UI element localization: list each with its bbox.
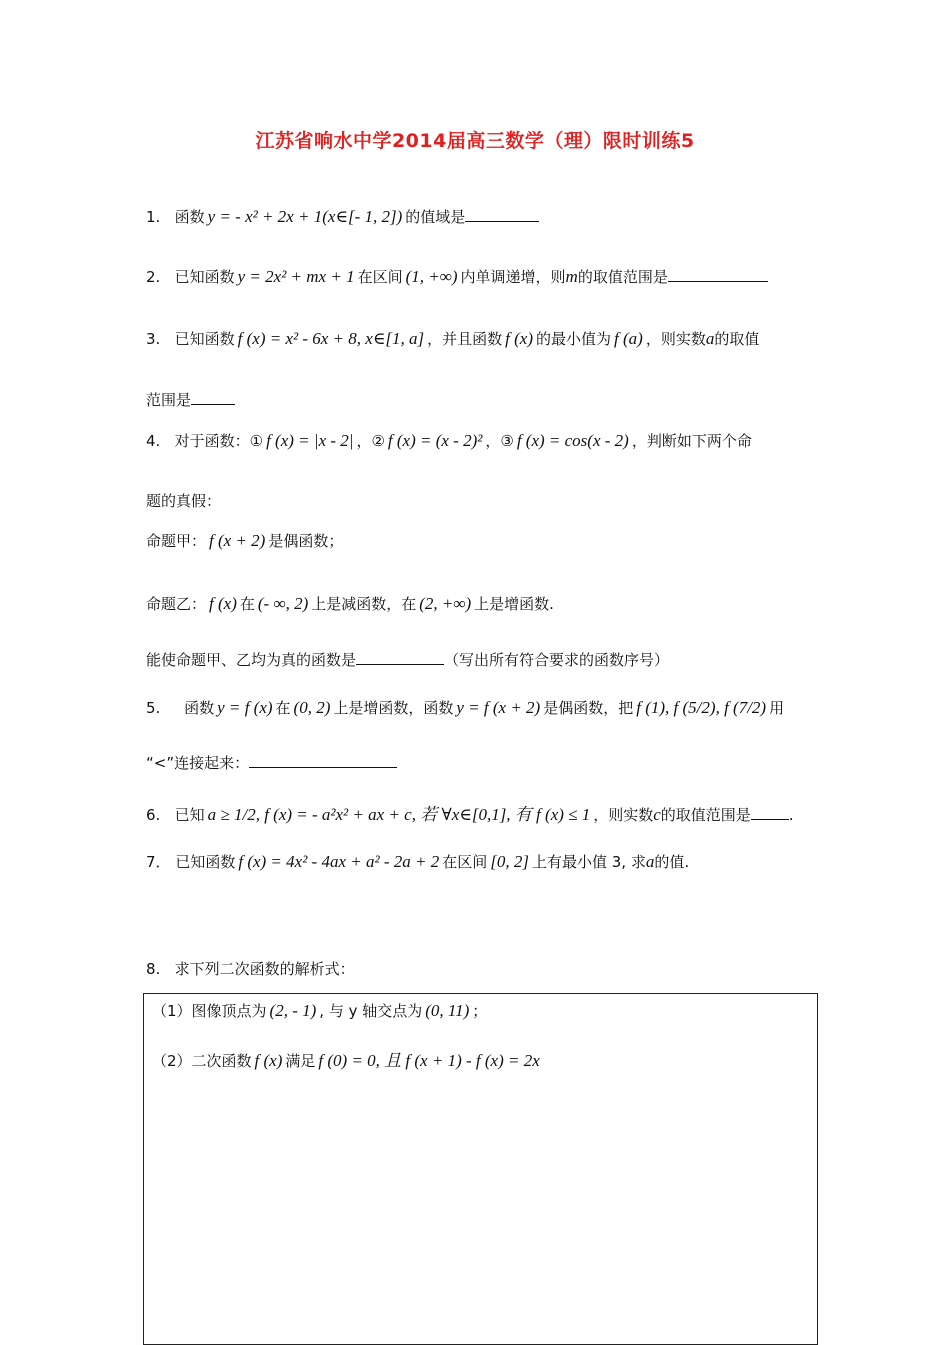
q2-text: 已知函数 (174, 268, 235, 286)
q6-text: 已知 (174, 806, 205, 824)
q8-p2-text: 满足 (285, 1052, 316, 1070)
q5-text-mid2: 上是增函数，函数 (333, 699, 454, 717)
yi-interval-1: (- ∞, 2) (257, 594, 309, 613)
proposition-jia (146, 530, 343, 551)
q2-text-post: 内单调递增，则 (460, 268, 566, 286)
jia-text: 是偶函数； (268, 532, 344, 550)
yi-text-mid: 上是减函数，在 (311, 595, 417, 613)
q3-formula: f (x) = x² - 6x + 8, x∈[1, a] (237, 329, 425, 348)
yi-fx: f (x) (209, 594, 237, 613)
q1-answer-blank[interactable] (465, 205, 539, 222)
question-3-line-2 (146, 388, 235, 410)
q7-formula: f (x) = 4x² - 4ax + a² - 2a + 2 (238, 852, 440, 871)
q3-fa: f (a) (614, 329, 643, 348)
q4-text-post: ，判断如下两个命 (631, 432, 752, 450)
q4-sep-3: ，③ (485, 432, 514, 450)
q7-text: 已知函数 (175, 853, 236, 871)
q3-text-post: ，则实数 (645, 330, 706, 348)
q8-part-1 (152, 1000, 487, 1021)
q3-number: 3. (146, 330, 161, 348)
q5-number: 5. (146, 699, 161, 717)
q7-interval: [0, 2] (490, 852, 529, 871)
q8-part-2 (152, 1046, 543, 1071)
q2-text-post2: 的取值范围是 (577, 268, 668, 286)
q6-number: 6. (146, 806, 161, 824)
q4-func-3: f (x) = cos(x - 2) (516, 431, 629, 450)
q4-answer-blank[interactable] (356, 648, 444, 665)
q3-fx: f (x) (505, 329, 533, 348)
q1-number: 1. (146, 208, 161, 226)
question-6: 6. 已知 a ≥ 1/2, f (x) = - a²x² + ax + c, 若 ∀x∈[0,1], 有 f (x) ≤ 1 ，则实数c的取值范围是 . (146, 805, 794, 824)
q3-answer-blank[interactable] (191, 388, 235, 405)
q8-p1-text: , 与 y 轴交点为 (319, 1002, 423, 1020)
q2-answer-blank[interactable] (668, 265, 768, 282)
q5-text-post: 用 (769, 699, 785, 717)
q5-func: y = f (x) (217, 698, 273, 717)
q8-p2-condition: f (0) = 0, 且 f (x + 1) - f (x) = 2x (318, 1051, 540, 1070)
q1-formula: y = - x² + 2x + 1(x∈[- 1, 2]) (207, 207, 403, 226)
q7-text-post: 上有最小值 3, 求 (531, 853, 646, 871)
q7-text-mid: 在区间 (442, 853, 488, 871)
q1-text: 函数 (174, 208, 205, 226)
q3-text-post2: 的取值 (714, 330, 760, 348)
question-4-ask (146, 648, 669, 670)
q5-interval: (0, 2) (293, 698, 331, 717)
q8-p2-label: （2）二次函数 (152, 1052, 252, 1070)
q8-text: 求下列二次函数的解析式： (174, 960, 355, 978)
question-8 (146, 958, 355, 979)
q6-answer-blank[interactable] (751, 803, 789, 820)
q2-var-m: m (565, 267, 578, 286)
q5-answer-blank[interactable] (249, 751, 397, 768)
q6-text-post: ，则实数 (593, 806, 654, 824)
q5-text: 函数 (184, 699, 215, 717)
q5-values: f (1), f (5/2), f (7/2) (636, 698, 767, 717)
q3-text: 已知函数 (174, 330, 235, 348)
q5-text-mid: 在 (275, 699, 291, 717)
q5-text-mid3: 是偶函数，把 (543, 699, 634, 717)
q8-p1-label: （1）图像顶点为 (152, 1002, 267, 1020)
yi-text-post: 上是增函数. (474, 595, 554, 613)
q6-var-c: c (653, 805, 661, 824)
yi-interval-2: (2, +∞) (419, 594, 472, 613)
q2-interval: (1, +∞) (405, 267, 458, 286)
jia-formula: f (x + 2) (209, 531, 266, 550)
question-3 (146, 328, 759, 349)
q8-p2-fx: f (x) (254, 1051, 283, 1070)
q3-text-line2: 范围是 (146, 391, 192, 409)
q8-p1-intercept: (0, 11) (425, 1001, 470, 1020)
page-title: 江苏省响水中学2014届高三数学（理）限时训练5 (255, 130, 695, 152)
q3-var-a: a (705, 329, 715, 348)
q3-text-mid: ，并且函数 (427, 330, 503, 348)
q7-var-a: a (645, 852, 655, 871)
q4-ask-text: 能使命题甲、乙均为真的函数是 (146, 651, 357, 669)
question-1 (146, 205, 539, 227)
question-4-line-2 (146, 490, 221, 511)
yi-label: 命题乙： (146, 595, 207, 613)
question-4 (146, 430, 752, 451)
q3-text-mid2: 的最小值为 (536, 330, 612, 348)
q4-number: 4. (146, 432, 161, 450)
q4-sep-2: ，② (356, 432, 385, 450)
q4-func-1: f (x) = |x - 2| (266, 431, 354, 450)
q4-ask-note: （写出所有符合要求的函数序号） (444, 651, 670, 669)
question-2 (146, 265, 768, 287)
q2-formula: y = 2x² + mx + 1 (237, 267, 355, 286)
question-5 (146, 697, 784, 718)
question-5-line-2 (146, 751, 397, 773)
q7-number: 7． (146, 853, 171, 871)
q8-p1-vertex: (2, - 1) (269, 1001, 317, 1020)
question-7 (146, 851, 689, 872)
q4-text-line2: 题的真假： (146, 492, 222, 510)
q1-text-post: 的值域是 (405, 208, 466, 226)
q7-text-post2: 的值. (654, 853, 690, 871)
q8-p1-post: ； (472, 1002, 488, 1020)
q4-text: 对于函数：① (174, 432, 264, 450)
proposition-yi (146, 593, 554, 614)
q2-text-mid: 在区间 (357, 268, 403, 286)
jia-label: 命题甲： (146, 532, 207, 550)
q6-text-post2: 的取值范围是 (660, 806, 751, 824)
q8-number: 8. (146, 960, 161, 978)
q6-formula: a ≥ 1/2, f (x) = - a²x² + ax + c, 若 ∀x∈[0,1], 有 f (x) ≤ 1 (207, 805, 591, 824)
yi-text: 在 (239, 595, 255, 613)
q4-func-2: f (x) = (x - 2)² (387, 431, 483, 450)
q5-text-line2: “<”连接起来： (146, 754, 250, 772)
answer-box[interactable] (143, 993, 818, 1345)
q5-func-shift: y = f (x + 2) (456, 698, 541, 717)
q2-number: 2. (146, 268, 161, 286)
